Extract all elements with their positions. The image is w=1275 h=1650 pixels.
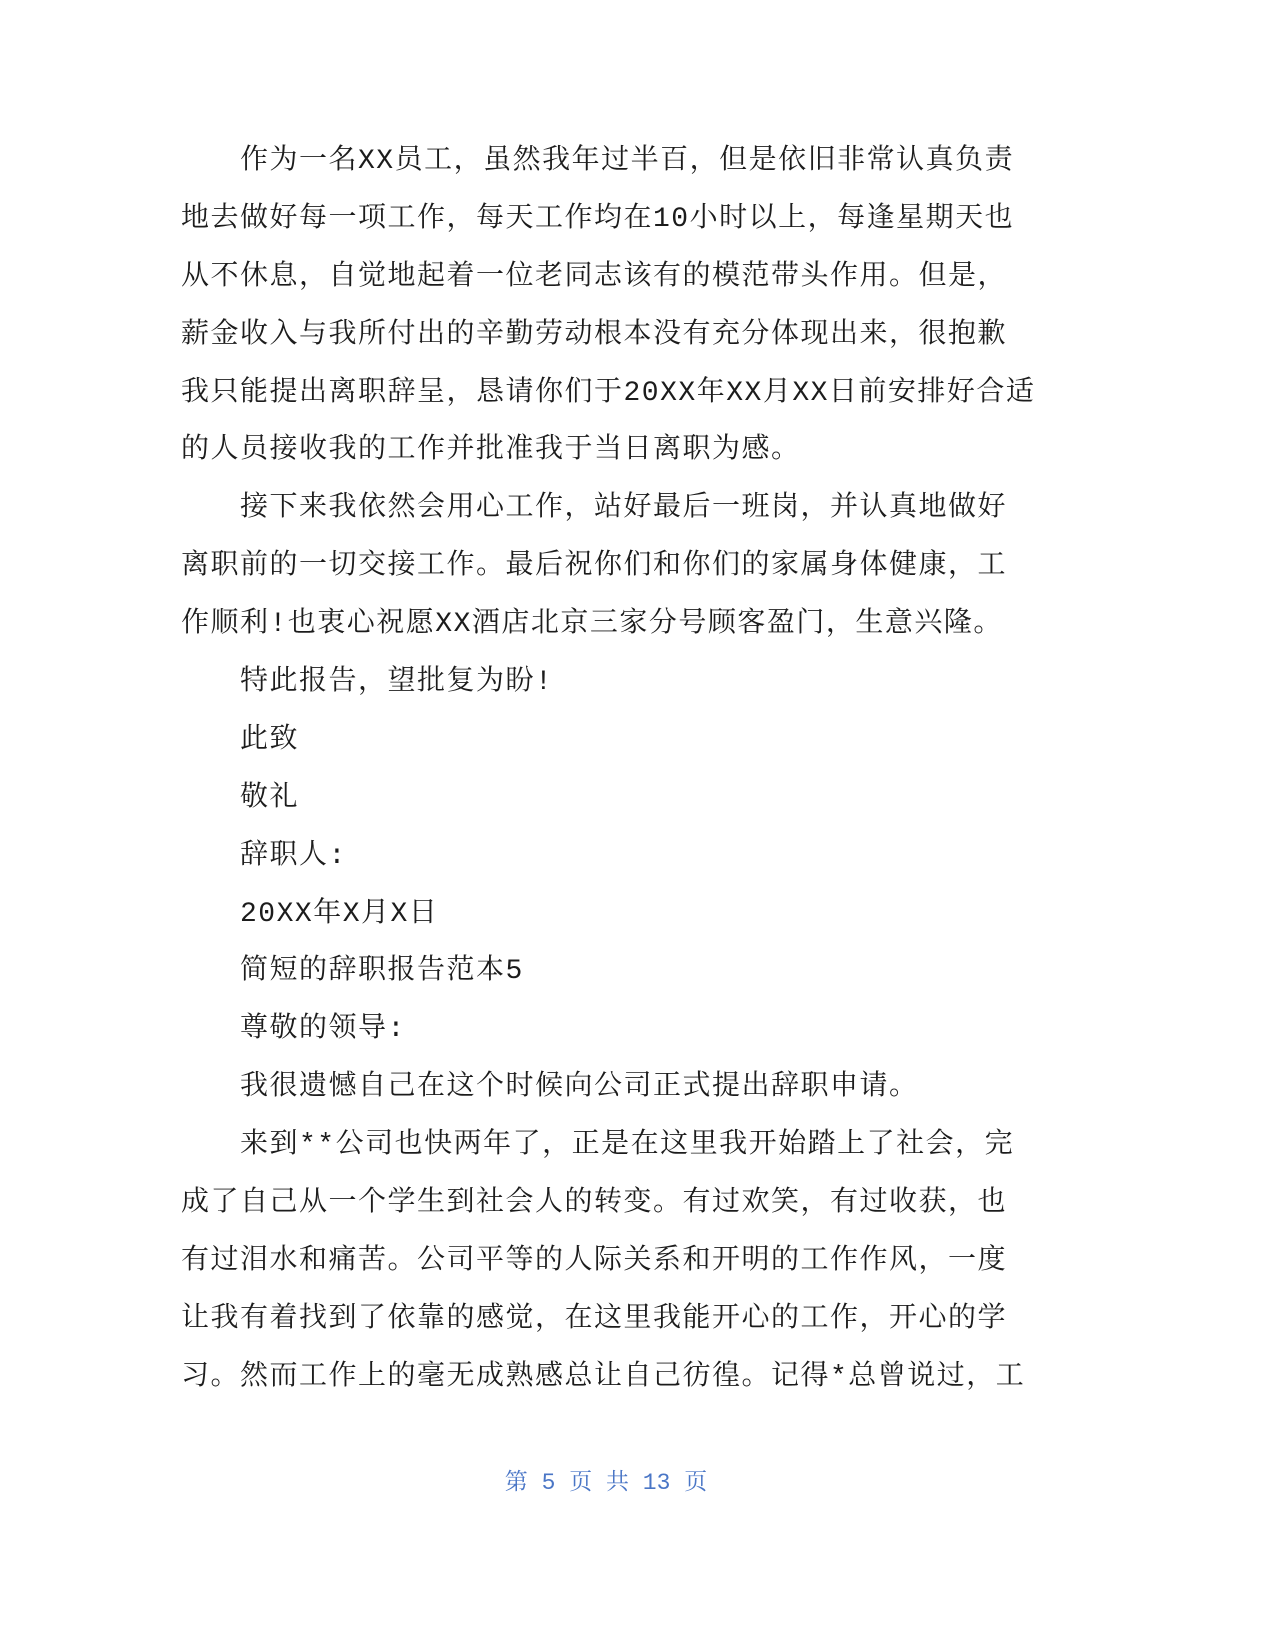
- text-line: 地去做好每一项工作，每天工作均在10小时以上，每逢星期天也: [181, 203, 1015, 235]
- paragraph: [181, 1117, 1081, 1406]
- paragraph: [181, 1059, 1081, 1117]
- paragraph: [181, 480, 1081, 654]
- text-line: 离职前的一切交接工作。最后祝你们和你们的家属身体健康，工: [181, 551, 1008, 583]
- text-line: 20XX年X月X日: [240, 898, 439, 930]
- text-line: 让我有着找到了依靠的感觉，在这里我能开心的工作，开心的学: [181, 1303, 1008, 1335]
- text-line: 习。然而工作上的毫无成熟感总让自己彷徨。记得*总曾说过，工: [181, 1361, 1026, 1393]
- text-line: 来到**公司也快两年了，正是在这里我开始踏上了社会，完: [240, 1130, 1015, 1162]
- text-line: 作顺利!也衷心祝愿XX酒店北京三家分号顾客盈门，生意兴隆。: [181, 609, 1003, 641]
- text-line: 此致: [240, 724, 300, 756]
- text-line: 作为一名XX员工，虽然我年过半百，但是依旧非常认真负责: [240, 146, 1015, 177]
- text-line: 接下来我依然会用心工作，站好最后一班岗，并认真地做好: [240, 493, 1008, 525]
- paragraph: [181, 133, 1081, 480]
- text-line: 的人员接收我的工作并批准我于当日离职为感。: [181, 435, 801, 467]
- text-line: 我很遗憾自己在这个时候向公司正式提出辞职申请。: [240, 1072, 919, 1104]
- letter-greeting: [181, 1001, 1081, 1059]
- text-line: 有过泪水和痛苦。公司平等的人际关系和开明的工作作风，一度: [181, 1245, 1008, 1277]
- salutation-regards: [181, 770, 1081, 828]
- text-line: 特此报告，望批复为盼!: [240, 667, 554, 699]
- text-line: 敬礼: [240, 782, 300, 814]
- salutation-closing: [181, 712, 1081, 770]
- text-line: 简短的辞职报告范本5: [240, 956, 524, 988]
- document-body: [181, 133, 1081, 1407]
- signature-date: [181, 886, 1081, 944]
- closing-statement: [181, 654, 1081, 712]
- text-line: 成了自己从一个学生到社会人的转变。有过欢笑，有过收获，也: [181, 1188, 1008, 1220]
- signature-label: [181, 828, 1081, 886]
- text-line: 从不休息，自觉地起着一位老同志该有的模范带头作用。但是，: [181, 261, 1008, 293]
- text-line: 辞职人:: [240, 840, 347, 872]
- page-number: 第 5 页 共 13 页: [504, 1470, 708, 1496]
- section-heading: [181, 943, 1081, 1001]
- text-line: 我只能提出离职辞呈，恳请你们于20XX年XX月XX日前安排好合适: [181, 377, 1036, 409]
- text-line: 薪金收入与我所付出的辛勤劳动根本没有充分体现出来，很抱歉: [181, 319, 1008, 351]
- text-line: 尊敬的领导:: [240, 1014, 406, 1046]
